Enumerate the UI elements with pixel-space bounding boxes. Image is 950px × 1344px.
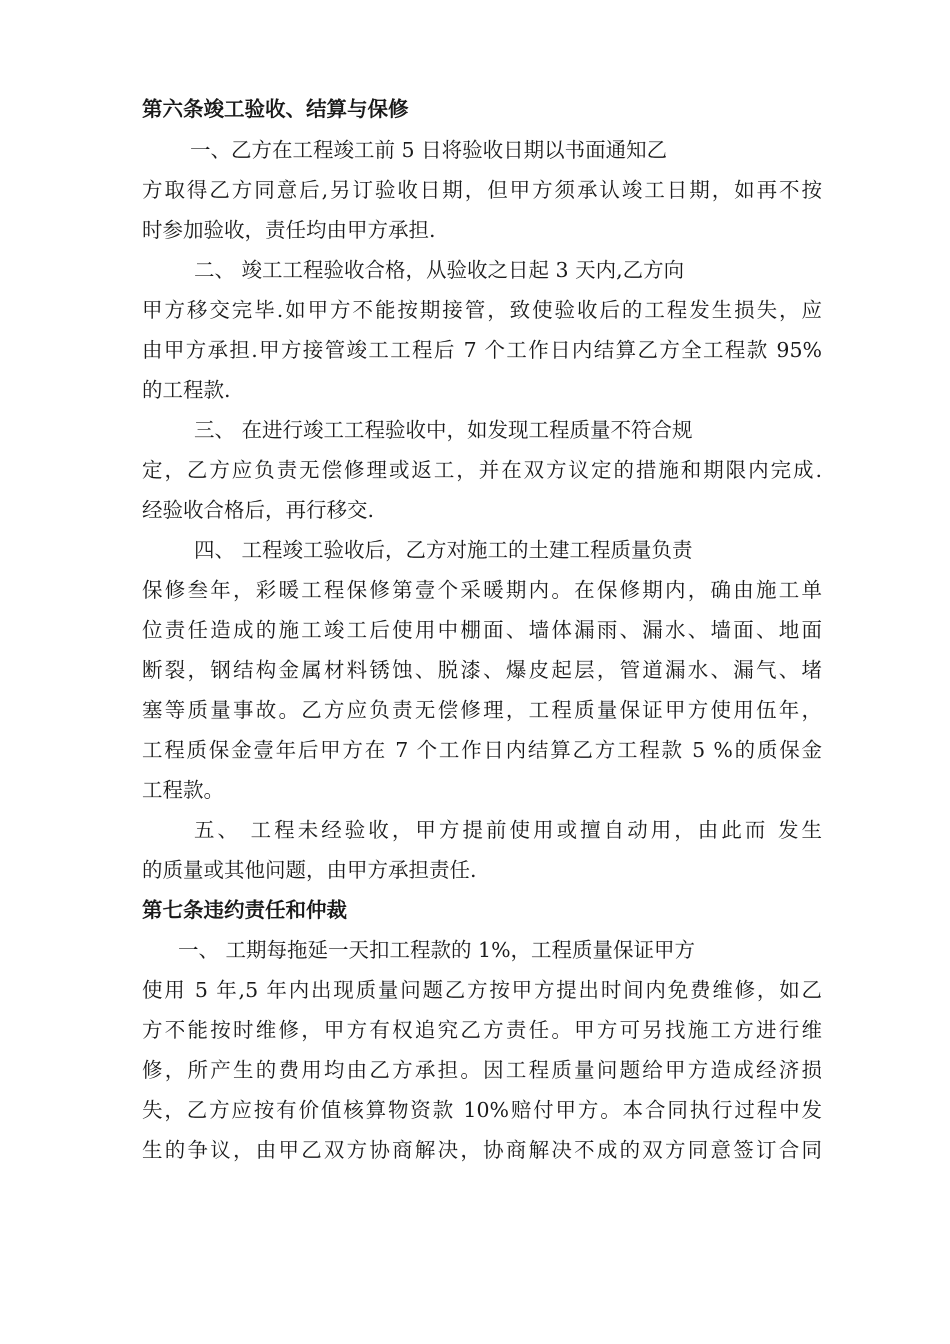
- article-6-clause-2-line-4: 的工程款.: [142, 378, 231, 402]
- article-7-clause-1-line-4: 修，所产生的费用均由乙方承担。因工程质量问题给甲方造成经济损: [142, 1058, 822, 1082]
- article-6-clause-4-line-6: 工程质保金壹年后甲方在 7 个工作日内结算乙方工程款 5 %的质保金: [142, 738, 822, 762]
- article-6-clause-5-line-2: 的质量或其他问题，由甲方承担责任.: [142, 858, 477, 882]
- article-6-clause-4-line-4: 断裂，钢结构金属材料锈蚀、脱漆、爆皮起层，管道漏水、漏气、堵: [142, 658, 822, 682]
- article-6-clause-1-line-1: 一、乙方在工程竣工前 5 日将验收日期以书面通知乙: [190, 138, 668, 162]
- article-7-clause-1-line-1: 一、 工期每拖延一天扣工程款的 1%，工程质量保证甲方: [178, 938, 696, 962]
- article-7-clause-1-line-5: 失，乙方应按有价值核算物资款 10%赔付甲方。本合同执行过程中发: [142, 1098, 822, 1122]
- article-6-clause-2-line-2: 甲方移交完毕.如甲方不能按期接管，致使验收后的工程发生损失，应: [142, 298, 822, 322]
- article-6-clause-3-line-1: 三、 在进行竣工工程验收中，如发现工程质量不符合规: [194, 418, 693, 442]
- article-6-clause-4-line-1: 四、 工程竣工验收后，乙方对施工的土建工程质量负责: [194, 538, 693, 562]
- article-7-clause-1-line-2: 使用 5 年,5 年内出现质量问题乙方按甲方提出时间内免费维修，如乙: [142, 978, 822, 1002]
- article-6-heading: 第六条竣工验收、结算与保修: [142, 97, 409, 121]
- article-6-clause-4-line-2: 保修叁年，彩暖工程保修第壹个采暖期内。在保修期内，确由施工单: [142, 578, 822, 602]
- article-6-clause-4-line-5: 塞等质量事故。乙方应负责无偿修理，工程质量保证甲方使用伍年，: [142, 698, 822, 722]
- article-6-clause-4-line-7: 工程款。: [142, 778, 224, 802]
- article-6-clause-3-line-2: 定，乙方应负责无偿修理或返工，并在双方议定的措施和期限内完成.: [142, 458, 822, 482]
- article-6-clause-1-line-2: 方取得乙方同意后,另订验收日期，但甲方须承认竣工日期，如再不按: [142, 178, 822, 202]
- article-6-clause-2-line-1: 二、 竣工工程验收合格，从验收之日起 3 天内,乙方向: [194, 258, 685, 282]
- article-7-heading: 第七条违约责任和仲裁: [142, 898, 347, 922]
- article-6-clause-1-line-3: 时参加验收，责任均由甲方承担.: [142, 218, 436, 242]
- article-7-clause-1-line-3: 方不能按时维修，甲方有权追究乙方责任。甲方可另找施工方进行维: [142, 1018, 822, 1042]
- article-6-clause-4-line-3: 位责任造成的施工竣工后使用中棚面、墙体漏雨、漏水、墙面、地面: [142, 618, 822, 642]
- article-6-clause-3-line-3: 经验收合格后，再行移交.: [142, 498, 375, 522]
- article-6-clause-2-line-3: 由甲方承担.甲方接管竣工工程后 7 个工作日内结算乙方全工程款 95%: [142, 338, 822, 362]
- article-6-clause-5-line-1: 五、 工程未经验收，甲方提前使用或擅自动用，由此而 发生: [194, 818, 822, 842]
- article-7-clause-1-line-6: 生的争议，由甲乙双方协商解决，协商解决不成的双方同意签订合同: [142, 1138, 822, 1162]
